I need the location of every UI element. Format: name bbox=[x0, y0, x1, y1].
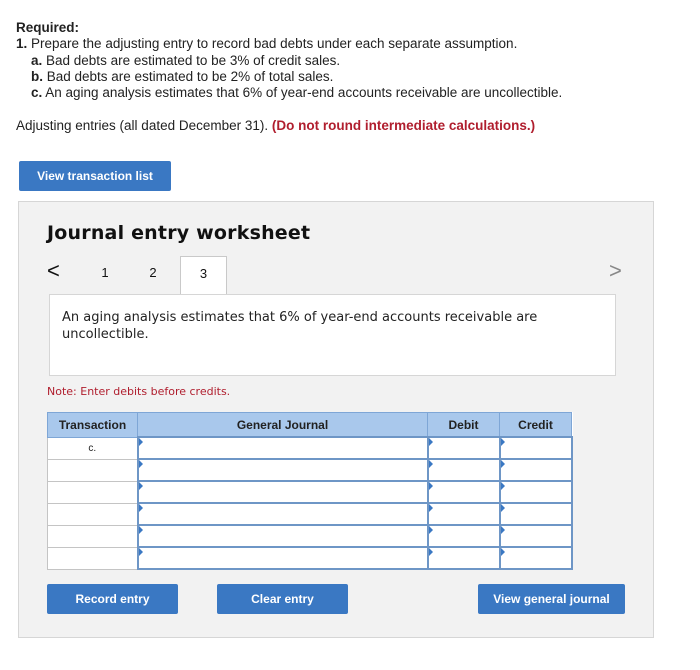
table-row bbox=[48, 547, 572, 569]
tab-3-active[interactable]: 3 bbox=[180, 256, 227, 296]
table-row bbox=[48, 437, 572, 459]
previous-arrow-icon[interactable]: < bbox=[47, 258, 60, 283]
debit-input[interactable] bbox=[428, 459, 500, 481]
debit-input[interactable] bbox=[428, 547, 500, 569]
transaction-description: An aging analysis estimates that 6% of year-end accounts receivable are uncollectible. bbox=[49, 294, 616, 376]
table-row bbox=[48, 481, 572, 503]
table-row bbox=[48, 459, 572, 481]
requirement-b: b. Bad debts are estimated to be 2% of total sales. bbox=[31, 68, 334, 84]
header-transaction: Transaction bbox=[48, 413, 138, 438]
credit-input[interactable] bbox=[500, 481, 572, 503]
view-general-journal-button[interactable]: View general journal bbox=[478, 584, 625, 614]
journal-table bbox=[47, 412, 573, 570]
next-arrow-icon[interactable]: > bbox=[609, 258, 622, 283]
clear-entry-button[interactable]: Clear entry bbox=[217, 584, 348, 614]
required-title: Required: bbox=[16, 20, 80, 35]
credit-input[interactable] bbox=[500, 525, 572, 547]
requirement-c: c. An aging analysis estimates that 6% of year-end accounts receivable are uncollectible. bbox=[31, 85, 563, 101]
credit-input[interactable] bbox=[500, 547, 572, 569]
record-entry-button[interactable]: Record entry bbox=[47, 584, 178, 614]
tab-2[interactable]: 2 bbox=[149, 265, 157, 280]
transaction-cell: c. bbox=[48, 437, 138, 459]
table-row bbox=[48, 525, 572, 547]
journal-entry-worksheet-panel bbox=[18, 201, 654, 638]
transaction-cell bbox=[48, 481, 138, 503]
transaction-cell bbox=[48, 547, 138, 569]
credit-input[interactable] bbox=[500, 503, 572, 525]
account-input[interactable] bbox=[138, 547, 428, 569]
worksheet-title: Journal entry worksheet bbox=[47, 222, 311, 244]
debit-input[interactable] bbox=[428, 481, 500, 503]
tab-1[interactable]: 1 bbox=[101, 265, 109, 280]
account-input[interactable] bbox=[138, 437, 428, 459]
requirement-a: a. Bad debts are estimated to be 3% of credit sales. bbox=[31, 52, 341, 68]
debit-input[interactable] bbox=[428, 437, 500, 459]
rounding-warning: (Do not round intermediate calculations.) bbox=[271, 118, 536, 133]
account-input[interactable] bbox=[138, 459, 428, 481]
account-input[interactable] bbox=[138, 481, 428, 503]
account-input[interactable] bbox=[138, 503, 428, 525]
header-debit: Debit bbox=[428, 413, 500, 438]
adjusting-instructions: Adjusting entries (all dated December 31). (Do not round intermediate calculations.) bbox=[16, 118, 536, 133]
transaction-cell bbox=[48, 459, 138, 481]
credit-input[interactable] bbox=[500, 437, 572, 459]
requirement-1: 1. Prepare the adjusting entry to record bad debts under each separate assumption. bbox=[16, 36, 518, 52]
table-row bbox=[48, 503, 572, 525]
debit-credit-note: Note: Enter debits before credits. bbox=[47, 385, 231, 398]
debit-input[interactable] bbox=[428, 503, 500, 525]
debit-input[interactable] bbox=[428, 525, 500, 547]
requirements-block bbox=[16, 20, 562, 101]
transaction-cell bbox=[48, 503, 138, 525]
account-input[interactable] bbox=[138, 525, 428, 547]
transaction-cell bbox=[48, 525, 138, 547]
header-credit: Credit bbox=[500, 413, 572, 438]
credit-input[interactable] bbox=[500, 459, 572, 481]
header-general-journal: General Journal bbox=[138, 413, 428, 438]
journal-header-row bbox=[48, 413, 572, 438]
view-transaction-list-button[interactable]: View transaction list bbox=[19, 161, 171, 191]
